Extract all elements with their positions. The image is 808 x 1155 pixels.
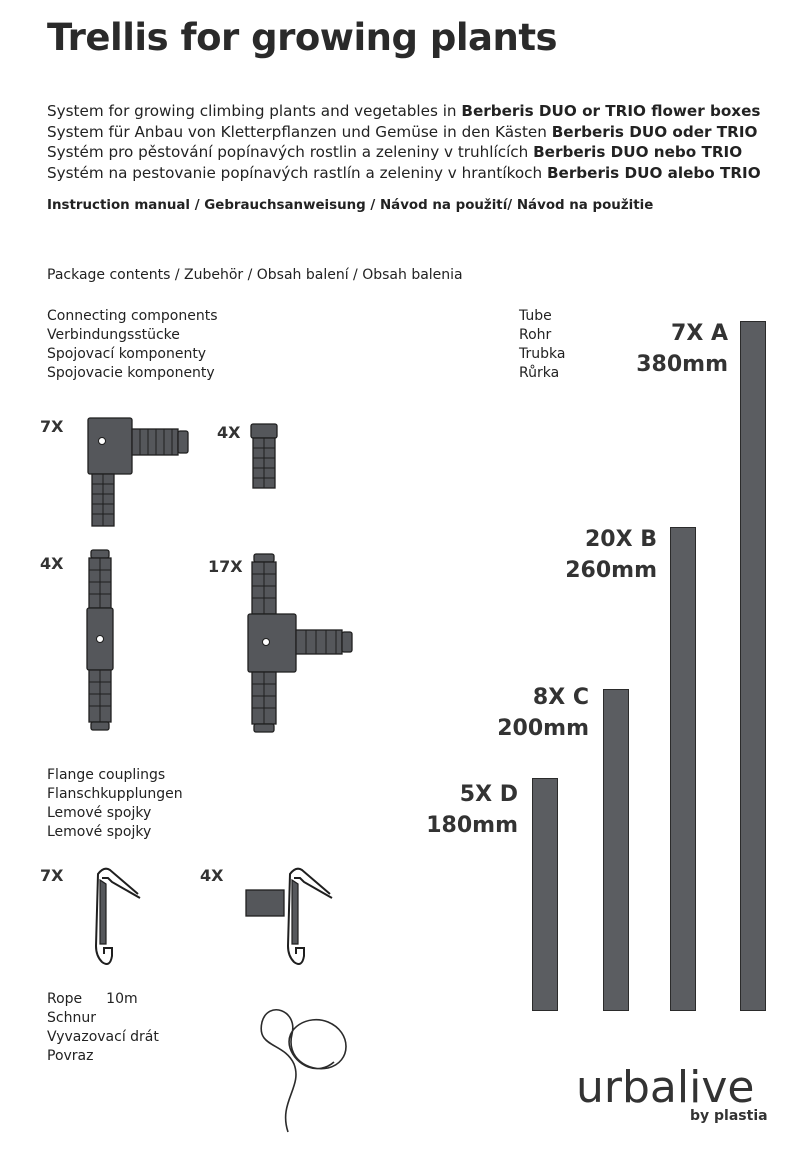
tube-c-length: 200mm	[497, 716, 589, 741]
tube-d	[532, 778, 558, 1011]
tube-line: Rohr	[519, 327, 552, 343]
rope-length: 10m	[106, 991, 138, 1007]
tube-b-length: 260mm	[565, 558, 657, 583]
tube-c	[603, 689, 629, 1011]
rope-line	[47, 990, 159, 1009]
package-contents-heading: Package contents / Zubehör / Obsah balení / Obsah balenia	[47, 267, 463, 283]
flange-line: Flange couplings	[47, 767, 166, 783]
intro-line-sk: Systém na pestovanie popínavých rastlín a zeleniny v hrantíkoch Berberis DUO alebo TRIO	[47, 163, 761, 182]
connecting-line: Spojovací komponenty	[47, 346, 207, 362]
brand-byline: by plastia	[690, 1108, 768, 1124]
connecting-line: Verbindungsstücke	[47, 327, 180, 343]
qty-end-connector: 4X	[217, 423, 241, 442]
tube-a-qty: 7X A	[671, 321, 728, 346]
tube-a-label	[636, 318, 728, 380]
straight-connector-icon	[84, 548, 116, 732]
t-connector-icon	[246, 552, 356, 734]
qty-t-connector: 17X	[208, 557, 243, 576]
intro-text	[47, 101, 761, 183]
tube-line: Tube	[519, 308, 552, 324]
qty-l-connector: 7X	[40, 417, 64, 436]
page-title: Trellis for growing plants	[47, 16, 558, 59]
connecting-components-label	[47, 307, 217, 383]
manual-heading: Instruction manual / Gebrauchsanweisung / Návod na použití/ Návod na použitie	[47, 198, 654, 213]
intro-line-cz: Systém pro pěstování popínavých rostlin a zeleniny v truhlících Berberis DUO nebo TRIO	[47, 143, 743, 161]
tube-b-qty: 20X B	[584, 527, 657, 552]
qty-hook-tab: 4X	[200, 866, 224, 885]
flange-line: Flanschkupplungen	[47, 786, 183, 802]
tube-b	[670, 527, 696, 1011]
tube-label	[519, 307, 565, 383]
qty-straight-connector: 4X	[40, 554, 64, 573]
intro-line-de: System für Anbau von Kletterpflanzen und Gemüse in den Kästen Berberis DUO oder TRIO	[47, 122, 758, 141]
tube-c-label	[497, 682, 589, 744]
rope-line: Povraz	[47, 1048, 94, 1064]
connecting-line: Connecting components	[47, 308, 218, 324]
tube-d-length: 180mm	[426, 813, 518, 838]
rope-line: Vyvazovací drát	[47, 1029, 159, 1045]
hook-icon	[88, 864, 144, 972]
end-connector-icon	[247, 422, 281, 492]
l-connector-icon	[82, 414, 192, 530]
hook-with-tab-icon	[244, 862, 334, 972]
flange-line: Lemové spojky	[47, 805, 152, 821]
intro-line-en: System for growing climbing plants and vegetables in Berberis DUO or TRIO flower boxes	[47, 102, 761, 120]
qty-hook: 7X	[40, 866, 64, 885]
tube-d-qty: 5X D	[459, 782, 518, 807]
tube-line: Růrka	[519, 365, 560, 381]
tube-d-label	[426, 779, 518, 841]
tube-a	[740, 321, 766, 1011]
tube-c-qty: 8X C	[532, 685, 589, 710]
rope-icon	[248, 992, 358, 1142]
rope-line: Schnur	[47, 1010, 96, 1026]
brand-logo: urbalive	[576, 1062, 755, 1113]
connecting-line: Spojovacie komponenty	[47, 365, 215, 381]
tube-a-length: 380mm	[636, 352, 728, 377]
tube-b-label	[565, 524, 657, 586]
tube-line: Trubka	[519, 346, 566, 362]
flange-couplings-label	[47, 766, 183, 842]
rope-label	[47, 990, 159, 1066]
rope-title: Rope	[47, 991, 83, 1007]
flange-line: Lemové spojky	[47, 824, 152, 840]
